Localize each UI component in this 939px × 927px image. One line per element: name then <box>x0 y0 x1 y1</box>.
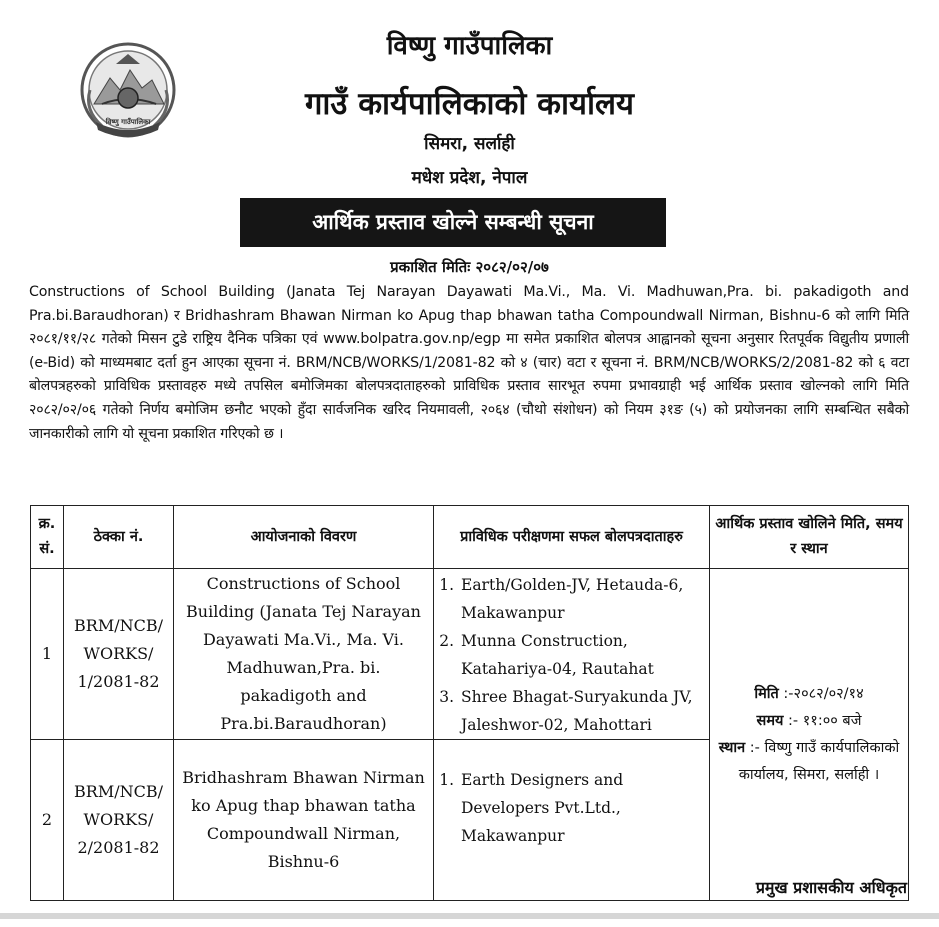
footer-divider <box>0 913 939 919</box>
office-location: सिमरा, सर्लाही <box>424 134 515 154</box>
column-header-project: आयोजनाको विवरण <box>174 506 434 569</box>
column-header-contract: ठेक्का नं. <box>64 506 174 569</box>
row-sn: 1 <box>31 569 64 740</box>
opening-place-label: स्थान <box>718 739 746 756</box>
office-name: गाउँ कार्यपालिकाको कार्यालय <box>304 86 635 122</box>
opening-time-value: :- ११:०० बजे <box>788 712 862 729</box>
opening-time-label: समय <box>756 712 784 729</box>
row-sn: 2 <box>31 740 64 901</box>
row-project: Constructions of School Building (Janata Tej Narayan Dayawati Ma.Vi., Ma. Vi. Madhuwan,Pra. bi. pakadigoth and Pra.bi.Baraudhoran) <box>174 569 434 740</box>
opening-place <box>715 735 903 789</box>
opening-details <box>710 569 909 901</box>
row-bidders <box>434 569 710 740</box>
published-date: प्रकाशित मितिः २०८२/०२/०७ <box>390 258 549 276</box>
column-header-opening: आर्थिक प्रस्ताव खोलिने मिति, समय र स्थान <box>710 506 909 569</box>
opening-date-label: मिति <box>754 685 779 702</box>
row-contract-no: BRM/NCB/ WORKS/ 1/2081-82 <box>64 569 174 740</box>
table-row <box>31 569 909 740</box>
opening-place-value: :- विष्णु गाउँ कार्यपालिकाको कार्यालय, सिमरा, सर्लाही । <box>738 739 900 783</box>
bidder-item: 3. Shree Bhagat-Suryakunda JV, Jaleshwor-02, Mahottari <box>459 683 704 739</box>
opening-time <box>715 708 903 735</box>
emblem-caption: विष्णु गाउँपालिका <box>105 118 151 126</box>
row-bidders <box>434 740 710 901</box>
bidder-item: 2. Munna Construction, Katahariya-04, Rautahat <box>459 627 704 683</box>
notice-body: Constructions of School Building (Janata Tej Narayan Dayawati Ma.Vi., Ma. Vi. Madhuwan,Pra. bi. pakadigoth and Pra.bi.Baraudhoran) र Bridhashram Bhawan Nirman ko Apug thap bhawan tatha Compoundwall Nirman, Bishnu-6 को लागि मिति २०८१/११/२८ गतेको मिसन टुडे राष्ट्रिय दैनिक पत्रिका एवं www.bolpatra.gov.np/egp मा समेत प्रकाशित बोलपत्र आह्वानको सूचना अनुसार रितपूर्वक विद्युतीय प्रणाली (e-Bid) को माध्यमबाट दर्ता हुन आएका सूचना नं. BRM/NCB/WORKS/1/2081-82 को ४ (चार) वटा र सूचना नं. BRM/NCB/WORKS/2/2081-82 को ६ वटा बोलपत्रहरुको प्राविधिक प्रस्तावहरु मध्ये तपसिल बमोजिमका बोलपत्रदाताहरुको प्राविधिक प्रस्ताव सारभूत रुपमा प्रभावग्राही भई आर्थिक प्रस्ताव खोल्नको लागि मिति २०८२/०२/०६ गतेको निर्णय बमोजिम छनौट भएको हुँदा सार्वजनिक खरिद नियमावली, २०६४ (चौथो संशोधन) को नियम ३१ङ (५) को प्रयोजनका लागि सम्बन्धित सबैको जानकारीको लागि यो सूचना प्रकाशित गरिएको छ । <box>29 284 909 442</box>
column-header-bidders: प्राविधिक परीक्षणमा सफल बोलपत्रदाताहरु <box>434 506 710 569</box>
bidders-table <box>30 505 909 901</box>
row-contract-no: BRM/NCB/ WORKS/ 2/2081-82 <box>64 740 174 901</box>
opening-date-value: :-२०८२/०२/१४ <box>783 685 864 702</box>
bidder-item: 1. Earth Designers and Developers Pvt.Ltd., Makawanpur <box>459 766 704 850</box>
notice-title: आर्थिक प्रस्ताव खोल्ने सम्बन्धी सूचना <box>240 198 666 247</box>
row-project: Bridhashram Bhawan Nirman ko Apug thap bhawan tatha Compoundwall Nirman, Bishnu-6 <box>174 740 434 901</box>
signature-title: प्रमुख प्रशासकीय अधिकृत <box>755 878 907 897</box>
column-header-sn: क्र. सं. <box>31 506 64 569</box>
table-header-row <box>31 506 909 569</box>
bidder-item: 1. Earth/Golden-JV, Hetauda-6, Makawanpur <box>459 571 704 627</box>
municipality-name: विष्णु गाउँपालिका <box>386 31 553 61</box>
opening-date <box>715 681 903 708</box>
province-country: मधेश प्रदेश, नेपाल <box>411 168 528 188</box>
